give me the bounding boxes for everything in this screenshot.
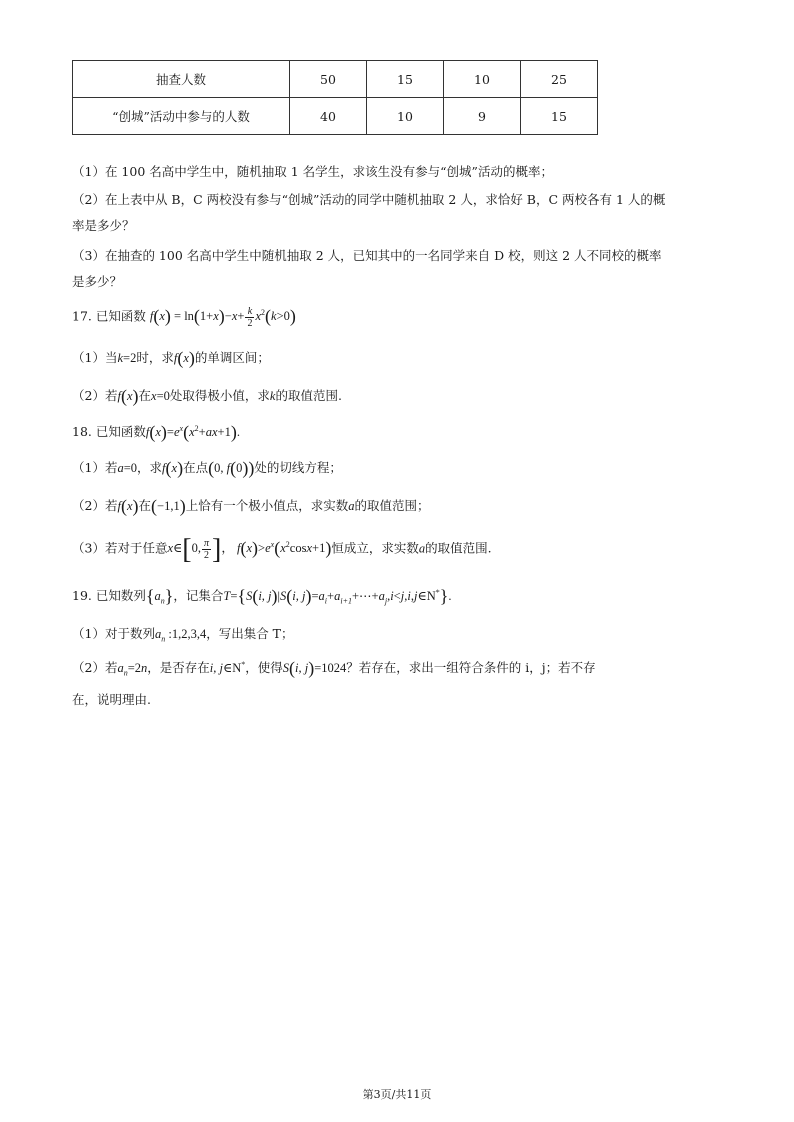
q18-part1-point: (0, f(0)) [208, 458, 255, 478]
q17-part1-text: （1）当 [72, 350, 118, 365]
q16-part1: （1）在 100 名高中学生中，随机抽取 1 名学生，求该生没有参与“创城”活动的概率； [72, 164, 553, 179]
q18-part1-text: （1）若 [72, 460, 118, 475]
table-row [73, 61, 598, 98]
q17-part1-func: f(x) [173, 348, 195, 368]
q19-set-formula: T={S(i, j)|S(i, $j)=a_i+a_{i+1}+\cdots+a_j,i<j,i,j\in N^*$}. [223, 586, 452, 606]
q17-stem-text: 17. 已知函数 [72, 308, 146, 324]
q19-stem-text: 19. 已知数列 [72, 588, 146, 603]
table-cell: 抽查人数 [73, 61, 290, 98]
q17-part2-func: f(x) [117, 386, 139, 406]
q18-part1-mid2: 在点 [183, 460, 209, 475]
q17-part2-mid1: 在 [138, 388, 152, 403]
q17-part2 [72, 386, 342, 406]
q18-part2-text: （2）若 [72, 498, 118, 513]
q18-part2-func: f(x) [117, 496, 139, 516]
q19-part1 [72, 624, 294, 644]
table-cell: “创城”活动中参与的人数 [73, 98, 290, 135]
q19-stem-mid: ，记集合 [173, 588, 224, 603]
table-cell: 25 [521, 61, 598, 98]
q19-seq: $\{a_n\}$ [145, 586, 174, 606]
q18-part1-func: f(x) [162, 458, 184, 478]
q18-part1-mid1: ，求 [137, 460, 163, 475]
q19-part2-suffix: ？若存在，求出一组符合条件的 i，j；若不存 [346, 660, 596, 675]
q18-part3-text: （3）若对于任意 [72, 540, 168, 556]
q16-part2-cont: 率是多少？ [72, 218, 135, 233]
q18-part3-suffix: 的取值范围. [425, 540, 492, 556]
q19-part2-cond: $a_n=2n$ [117, 661, 148, 678]
q17-part1-suffix: 的单调区间； [194, 350, 270, 365]
q18-part3-var: a [418, 541, 426, 556]
q16-part2: （2）在上表中从 B，C 两校没有参与“创城”活动的同学中随机抽取 2 人，求恰好 B，C 两校各有 1 人的概 [72, 192, 666, 207]
q19-part2-eq: S(i, j)=1024 [282, 658, 347, 678]
q18-part2-suffix: 的取值范围； [354, 498, 430, 513]
q18-part3 [72, 534, 492, 566]
q18-formula: $f(x)=e^x(x^2+ax+1)$. [145, 422, 240, 442]
q19-part2-cont: 在，说明理由. [72, 692, 151, 707]
q18-part2 [72, 496, 429, 516]
q18-part2-mid2: 上恰有一个极小值点，求实数 [185, 498, 349, 513]
table-cell: 50 [290, 61, 367, 98]
table-cell: 10 [444, 61, 521, 98]
survey-table [72, 60, 598, 135]
q16-part3: （3）在抽查的 100 名高中学生中随机抽取 2 人，已知其中的一名同学来自 D 校，则这 2 人不同校的概率 [72, 248, 662, 263]
q18-part2-mid1: 在 [138, 498, 152, 513]
q18-stem [72, 422, 240, 442]
table-cell: 15 [521, 98, 598, 135]
q18-part1-cond: a=0 [117, 461, 138, 475]
q19-part2-ij: i, j∈N* [209, 659, 246, 675]
q17-formula: f(x) = ln(1+x)−x+ $\frac{k}{2}$ $x^2(k>0)$ [149, 306, 296, 329]
q19-part2-mid1: ，是否存在 [147, 660, 210, 675]
q19-part1-text: （1）对于数列 [72, 626, 155, 641]
q17-part2-var: k [269, 389, 276, 403]
q19-stem [72, 586, 451, 606]
table-cell: 40 [290, 98, 367, 135]
q18-part1-suffix: 处的切线方程； [254, 460, 342, 475]
q17-part2-mid2: 处取得极小值，求 [169, 388, 270, 403]
q16-part3-cont: 是多少？ [72, 274, 123, 289]
q17-stem [72, 306, 296, 329]
q17-part1 [72, 348, 270, 368]
q17-part1-formula: k=2 [117, 351, 137, 365]
q19-part2 [72, 658, 596, 678]
q17-part2-suffix: 的取值范围. [275, 388, 342, 403]
q17-part2-formula: x=0 [151, 389, 170, 403]
table-row [73, 98, 598, 135]
q18-part3-mid: 恒成立，求实数 [331, 540, 419, 556]
q19-part2-text: （2）若 [72, 660, 118, 675]
q18-part3-formula: x∈[0, $\frac{\pi}{2}$ ]， $f(x)>e^x(x^2\cos x+1)$ [167, 534, 332, 566]
q19-part1-suffix: ，写出集合 T； [206, 626, 294, 641]
table-cell: 10 [367, 98, 444, 135]
page-footer: 第3页/共11页 [362, 1088, 432, 1101]
q18-part2-interval: (−1,1) [151, 496, 186, 516]
table-cell: 15 [367, 61, 444, 98]
q17-part1-mid: 时，求 [136, 350, 174, 365]
table-cell: 9 [444, 98, 521, 135]
q18-part1 [72, 458, 342, 478]
q19-part1-seq: $a_n$ :1,2,3,4 [154, 627, 207, 644]
q18-part2-var: a [348, 499, 355, 513]
q17-part2-text: （2）若 [72, 388, 118, 403]
q18-stem-text: 18. 已知函数 [72, 424, 146, 439]
q19-part2-mid2: ，使得 [245, 660, 283, 675]
